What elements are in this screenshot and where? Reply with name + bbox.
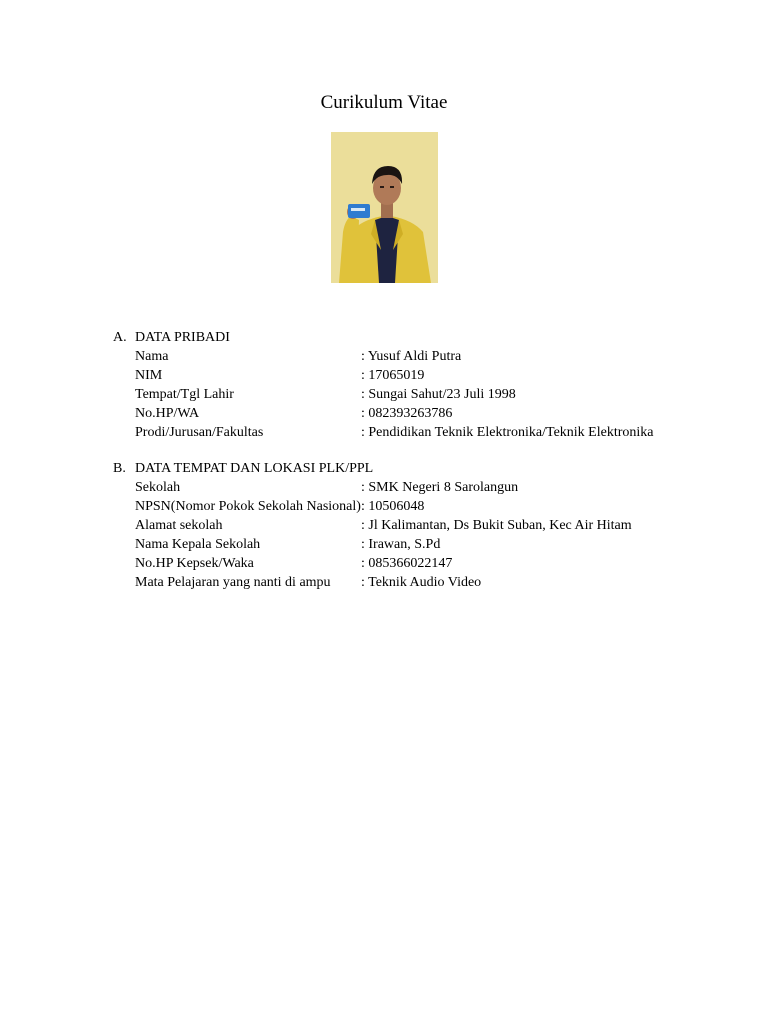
field-label: Mata Pelajaran yang nanti di ampu <box>135 575 331 590</box>
field-npsn <box>135 497 632 516</box>
field-prodi <box>135 423 654 442</box>
section-data-tempat <box>113 459 632 592</box>
field-label: Sekolah <box>135 480 181 495</box>
field-no-hp-wa <box>135 404 654 423</box>
field-value: : Yusuf Aldi Putra <box>361 347 461 366</box>
field-label: NPSN(Nomor Pokok Sekolah Nasional) <box>135 499 361 514</box>
field-value: : 082393263786 <box>361 404 452 423</box>
section-heading: DATA PRIBADI <box>135 330 230 345</box>
field-value: : 17065019 <box>361 366 424 385</box>
field-label: No.HP/WA <box>135 406 200 421</box>
field-value: : Pendidikan Teknik Elektronika/Teknik Elektronika <box>361 423 654 442</box>
profile-photo <box>331 132 438 283</box>
field-label: Nama Kepala Sekolah <box>135 537 261 552</box>
field-value: : 10506048 <box>361 497 424 516</box>
section-letter: B. <box>113 461 126 476</box>
document-title: Curikulum Vitae <box>320 92 448 113</box>
section-letter: A. <box>113 330 127 345</box>
field-value: : Jl Kalimantan, Ds Bukit Suban, Kec Air Hitam <box>361 516 632 535</box>
section-data-pribadi <box>113 328 654 442</box>
field-hp-kepsek <box>135 554 632 573</box>
field-nama <box>135 347 654 366</box>
field-alamat-sekolah <box>135 516 632 535</box>
field-label: Alamat sekolah <box>135 518 223 533</box>
field-label: Prodi/Jurusan/Fakultas <box>135 425 264 440</box>
section-heading: DATA TEMPAT DAN LOKASI PLK/PPL <box>135 461 374 476</box>
field-kepala-sekolah <box>135 535 632 554</box>
field-value: : 085366022147 <box>361 554 452 573</box>
field-mata-pelajaran <box>135 573 632 592</box>
field-label: No.HP Kepsek/Waka <box>135 556 254 571</box>
field-nim <box>135 366 654 385</box>
field-value: : SMK Negeri 8 Sarolangun <box>361 478 518 497</box>
field-sekolah <box>135 478 632 497</box>
field-tempat-tgl-lahir <box>135 385 654 404</box>
field-value: : Teknik Audio Video <box>361 573 481 592</box>
field-label: NIM <box>135 368 163 383</box>
field-label: Tempat/Tgl Lahir <box>135 387 234 402</box>
field-label: Nama <box>135 349 169 364</box>
field-value: : Sungai Sahut/23 Juli 1998 <box>361 385 516 404</box>
field-value: : Irawan, S.Pd <box>361 535 440 554</box>
